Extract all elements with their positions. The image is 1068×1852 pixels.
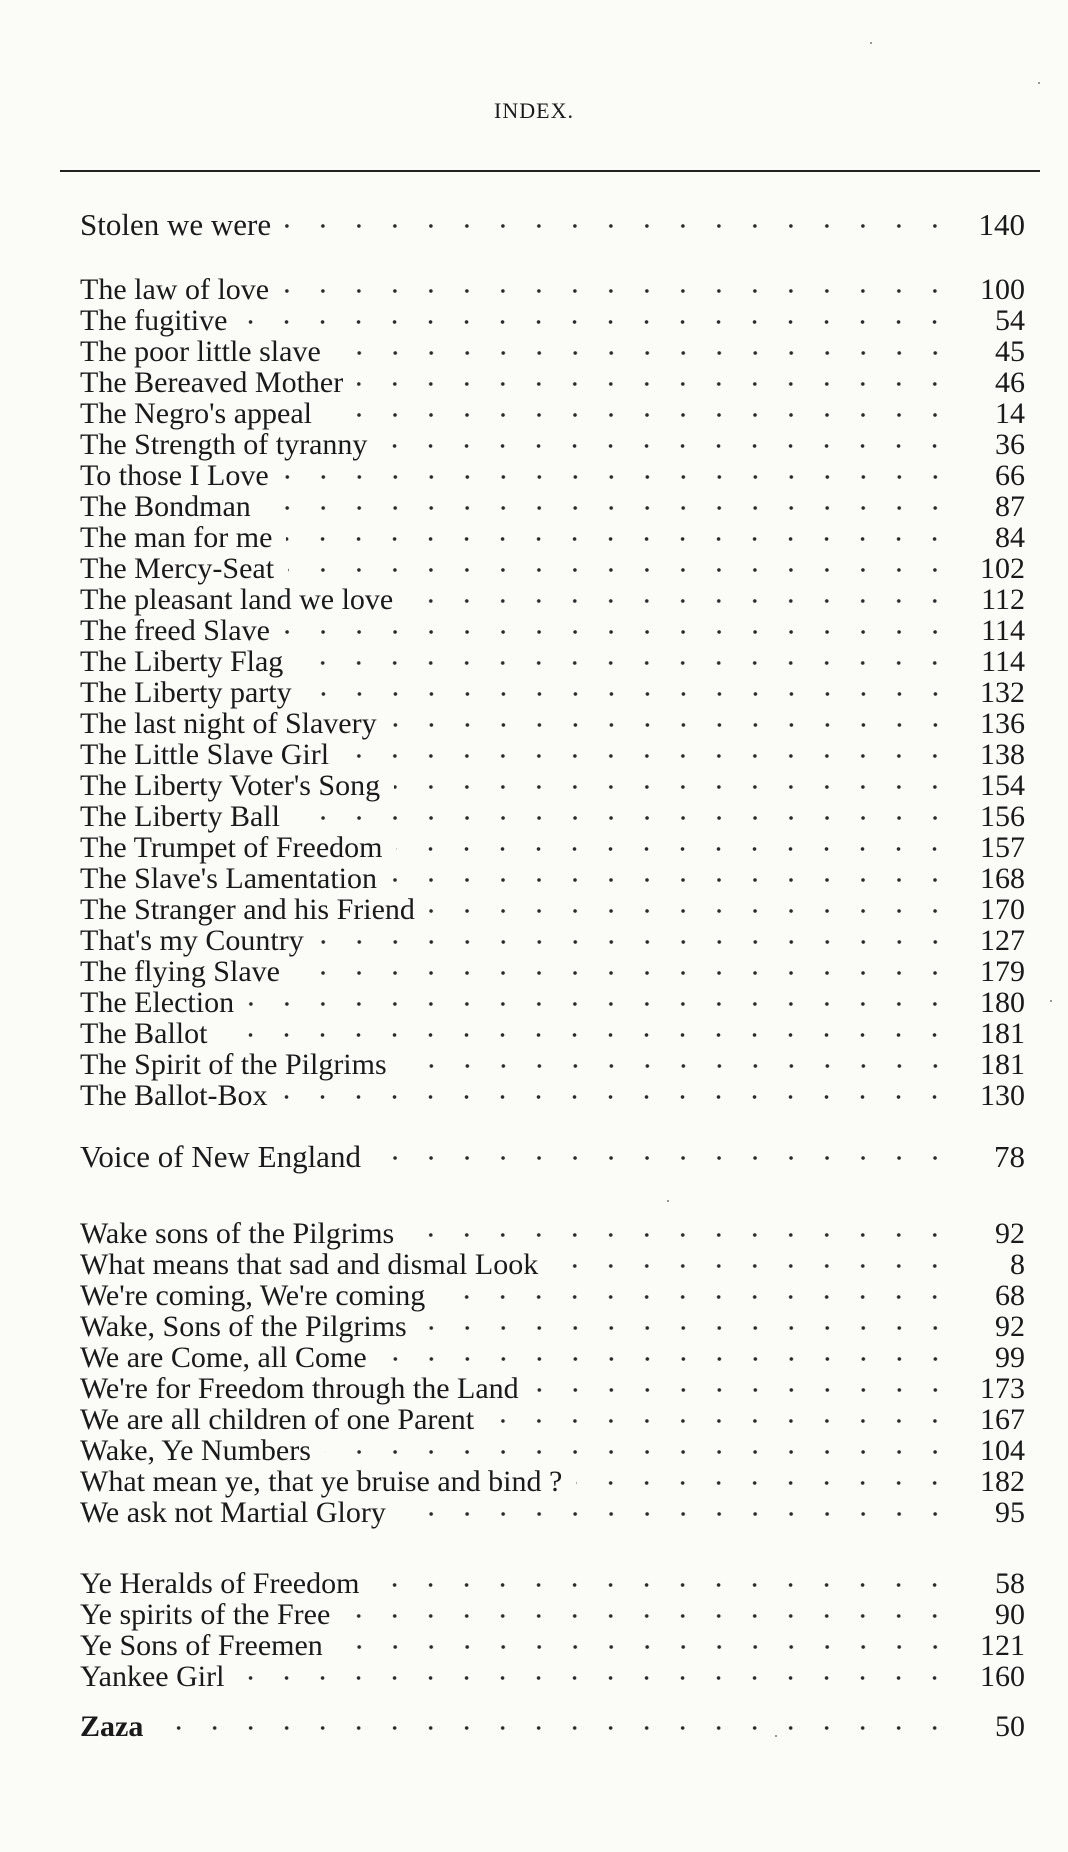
entry-title: The Bondman: [80, 490, 251, 523]
dot-leader: [439, 1290, 953, 1304]
dot-leader: [533, 1383, 953, 1397]
dot-leader: [241, 315, 953, 329]
entry-page: 50: [995, 1710, 1025, 1743]
dot-leader: [294, 811, 953, 825]
entry-title: The Liberty party: [80, 676, 292, 709]
dot-leader: [221, 1028, 953, 1042]
index-entry: [80, 1660, 1025, 1694]
entry-title: The Liberty Ball: [80, 800, 280, 833]
entry-title: The Negro's appeal: [80, 397, 312, 430]
dot-leader: [337, 1640, 953, 1654]
dot-leader: [373, 1578, 953, 1592]
entry-page: 92: [995, 1310, 1025, 1343]
entry-title: Ye Heralds of Freedom: [80, 1567, 360, 1600]
entry-title: The Election: [80, 986, 235, 1019]
entry-page: 100: [980, 273, 1025, 306]
index-entry: [80, 707, 1025, 741]
index-entry: [80, 738, 1025, 772]
entry-page: 14: [995, 397, 1025, 430]
dot-leader: [284, 625, 953, 639]
dot-leader: [421, 1321, 953, 1335]
entry-title: The man for me: [80, 521, 273, 554]
entry-title: Wake, Sons of the Pilgrims: [80, 1310, 407, 1343]
entry-page: 127: [980, 924, 1025, 957]
dot-leader: [281, 1090, 953, 1104]
entry-title: Wake, Ye Numbers: [80, 1434, 311, 1467]
paper-speck: [1038, 82, 1040, 84]
entry-page: 104: [980, 1434, 1025, 1467]
entry-page: 54: [995, 304, 1025, 337]
index-entry: [80, 893, 1025, 927]
entry-title: The Bereaved Mother: [80, 366, 344, 399]
entry-page: 102: [980, 552, 1025, 585]
entry-title: We're for Freedom through the Land: [80, 1372, 519, 1405]
entry-page: 167: [980, 1403, 1025, 1436]
dot-leader: [576, 1476, 953, 1490]
index-entry: [80, 304, 1025, 338]
page-header: INDEX.: [494, 98, 574, 123]
dot-leader: [394, 780, 953, 794]
index-entry: [80, 208, 1025, 242]
entry-title: The Strength of tyranny: [80, 428, 368, 461]
entry-title: The Little Slave Girl: [80, 738, 330, 771]
index-entry: [80, 1017, 1025, 1051]
entry-title: The fugitive: [80, 304, 228, 337]
entry-page: 160: [980, 1660, 1025, 1693]
entry-page: 46: [995, 366, 1025, 399]
paper-speck: [775, 1735, 777, 1737]
entry-page: 181: [980, 1048, 1025, 1081]
index-entry: [80, 986, 1025, 1020]
dot-leader: [375, 1151, 953, 1165]
index-entry: [80, 1048, 1025, 1082]
dot-leader: [335, 346, 953, 360]
index-entry: [80, 1079, 1025, 1113]
entry-page: 180: [980, 986, 1025, 1019]
dot-leader: [285, 219, 953, 233]
dot-leader: [381, 439, 953, 453]
index-entry: [80, 366, 1025, 400]
entry-title: The poor little slave: [80, 335, 321, 368]
entry-title: The Liberty Flag: [80, 645, 284, 678]
entry-page: 45: [995, 335, 1025, 368]
entry-title: We are all children of one Parent: [80, 1403, 475, 1436]
entry-title: The Ballot-Box: [80, 1079, 268, 1112]
index-entry: [80, 583, 1025, 617]
index-entry: [80, 1140, 1025, 1174]
dot-leader: [391, 718, 953, 732]
entry-page: 92: [995, 1217, 1025, 1250]
entry-title: We're coming, We're coming: [80, 1279, 426, 1312]
index-entry: [80, 521, 1025, 555]
index-entry: [80, 1567, 1025, 1601]
dot-leader: [381, 1352, 953, 1366]
index-entry: [80, 1341, 1025, 1375]
entry-title: Wake sons of the Pilgrims: [80, 1217, 395, 1250]
index-entry: [80, 428, 1025, 462]
entry-page: 78: [994, 1139, 1025, 1174]
entry-page: 112: [981, 583, 1025, 616]
entry-page: 140: [978, 207, 1025, 242]
index-entry: [80, 1629, 1025, 1663]
entry-page: 132: [980, 676, 1025, 709]
index-entry: [80, 1496, 1025, 1530]
entry-title: What means that sad and dismal Look: [80, 1248, 539, 1281]
index-entry: [80, 769, 1025, 803]
index-entry: [80, 1465, 1025, 1499]
dot-leader: [157, 1721, 953, 1735]
entry-page: 181: [980, 1017, 1025, 1050]
entry-title: Stolen we were: [80, 207, 272, 242]
index-entry: [80, 1598, 1025, 1632]
dot-leader: [288, 563, 953, 577]
index-entry: [80, 1310, 1025, 1344]
entry-page: 182: [980, 1465, 1025, 1498]
entry-title: We ask not Martial Glory: [80, 1496, 386, 1529]
entry-page: 168: [980, 862, 1025, 895]
dot-leader: [297, 656, 953, 670]
dot-leader: [265, 501, 953, 515]
entry-page: 157: [980, 831, 1025, 864]
index-entry: [80, 1248, 1025, 1282]
entry-title: That's my Country: [80, 924, 304, 957]
entry-page: 84: [995, 521, 1025, 554]
entry-title: Ye Sons of Freemen: [80, 1629, 323, 1662]
index-entry: [80, 397, 1025, 431]
entry-title: The Ballot: [80, 1017, 208, 1050]
dot-leader: [294, 966, 953, 980]
index-entry: [80, 645, 1025, 679]
entry-title: The Mercy-Seat: [80, 552, 275, 585]
entry-page: 170: [980, 893, 1025, 926]
entry-page: 36: [995, 428, 1025, 461]
header-rule: [60, 170, 1040, 172]
dot-leader: [344, 1609, 953, 1623]
entry-page: 130: [980, 1079, 1025, 1112]
entry-title: The Stranger and his Friend: [80, 893, 415, 926]
entry-page: 136: [980, 707, 1025, 740]
dot-leader: [396, 842, 953, 856]
entry-page: 66: [995, 459, 1025, 492]
index-entry: [80, 335, 1025, 369]
dot-leader: [286, 532, 953, 546]
entry-title: The law of love: [80, 273, 270, 306]
dot-leader: [429, 904, 953, 918]
entry-page: 68: [995, 1279, 1025, 1312]
entry-page: 179: [980, 955, 1025, 988]
index-entry: [80, 490, 1025, 524]
dot-leader: [408, 1228, 953, 1242]
entry-title: Ye spirits of the Free: [80, 1598, 331, 1631]
entry-page: 99: [995, 1341, 1025, 1374]
entry-page: 114: [981, 614, 1025, 647]
entry-page: 156: [980, 800, 1025, 833]
dot-leader: [357, 377, 953, 391]
dot-leader: [248, 997, 953, 1011]
entry-title: Yankee Girl: [80, 1660, 225, 1693]
paper-speck: [667, 1200, 669, 1202]
index-entry: [80, 552, 1025, 586]
entry-title: The flying Slave: [80, 955, 280, 988]
entry-title: The Spirit of the Pilgrims: [80, 1048, 387, 1081]
entry-page: 114: [981, 645, 1025, 678]
dot-leader: [325, 1445, 953, 1459]
entry-title: Zaza: [80, 1710, 144, 1743]
index-entry: [80, 459, 1025, 493]
index-entry: [80, 1403, 1025, 1437]
entry-title: Voice of New England: [80, 1139, 361, 1174]
dot-leader: [343, 749, 953, 763]
index-entry: [80, 955, 1025, 989]
entry-title: The Slave's Lamentation: [80, 862, 377, 895]
dot-leader: [238, 1671, 953, 1685]
index-entry: [80, 862, 1025, 896]
entry-title: What mean ye, that ye bruise and bind ?: [80, 1465, 563, 1498]
entry-title: The pleasant land we love: [80, 583, 394, 616]
paper-speck: [1050, 1000, 1052, 1002]
entry-page: 138: [980, 738, 1025, 771]
dot-leader: [400, 1507, 953, 1521]
dot-leader: [407, 594, 953, 608]
entry-page: 121: [980, 1629, 1025, 1662]
index-entry: [80, 1434, 1025, 1468]
entry-page: 154: [980, 769, 1025, 802]
index-entry: [80, 1710, 1025, 1744]
index-entry: [80, 800, 1025, 834]
dot-leader: [326, 408, 953, 422]
dot-leader: [552, 1259, 953, 1273]
entry-page: 173: [980, 1372, 1025, 1405]
dot-leader: [488, 1414, 953, 1428]
index-entry: [80, 1372, 1025, 1406]
dot-leader: [318, 935, 953, 949]
entry-page: 8: [1010, 1248, 1025, 1281]
entry-page: 87: [995, 490, 1025, 523]
entry-title: The freed Slave: [80, 614, 270, 647]
dot-leader: [391, 873, 953, 887]
paper-speck: [870, 42, 872, 44]
dot-leader: [283, 470, 953, 484]
index-entry: [80, 676, 1025, 710]
entry-page: 90: [995, 1598, 1025, 1631]
dot-leader: [401, 1059, 953, 1073]
index-entry: [80, 1279, 1025, 1313]
entry-title: The Liberty Voter's Song: [80, 769, 381, 802]
index-entry: [80, 1217, 1025, 1251]
entry-title: The last night of Slavery: [80, 707, 377, 740]
index-entry: [80, 273, 1025, 307]
entry-title: The Trumpet of Freedom: [80, 831, 383, 864]
index-entry: [80, 924, 1025, 958]
dot-leader: [306, 687, 953, 701]
index-entry: [80, 831, 1025, 865]
entry-page: 95: [995, 1496, 1025, 1529]
entry-title: To those I Love: [80, 459, 269, 492]
index-entry: [80, 614, 1025, 648]
entry-title: We are Come, all Come: [80, 1341, 367, 1374]
dot-leader: [283, 284, 953, 298]
entry-page: 58: [995, 1567, 1025, 1600]
